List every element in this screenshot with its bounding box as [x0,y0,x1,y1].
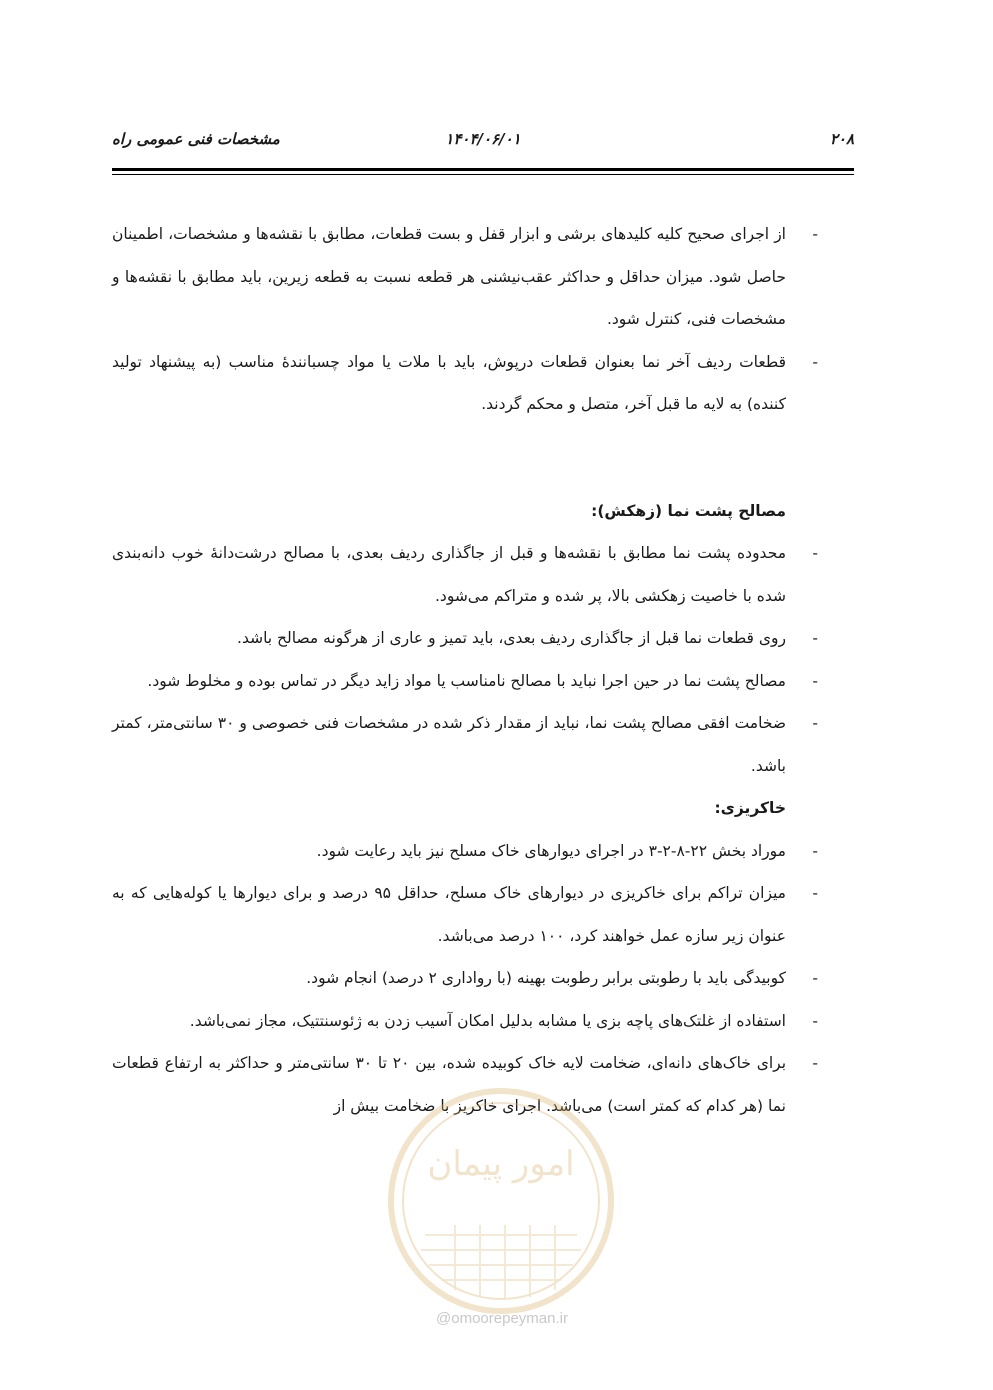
section-heading: خاکریزی: [714,799,786,817]
list-item: - کوبیدگی باید با رطوبتی برابر رطوبت بهینه (با رواداری ۲ درصد) انجام شود. [112,957,854,1000]
watermark-site: @omoorepeyman.ir [436,1310,568,1327]
section-gap [112,426,854,490]
list-item: - میزان تراکم برای خاکریزی در دیوارهای خاک مسلح، حداقل ۹۵ درصد و برای دیوارها یا کوله‌هایی که به عنوان زیر سازه عمل خواهند کرد، ۱۰۰ درصد می‌باشد. [112,872,854,957]
page-header [112,130,854,156]
watermark-logo [385,1085,617,1317]
watermark-logo-text: امور پیمان [427,1144,575,1184]
page-number: ۲۰۸ [829,130,854,148]
list-item: - قطعات ردیف آخر نما بعنوان قطعات درپوش، باید با ملات یا مواد چسبانندهٔ مناسب (به پیشنهاد تولید کننده) به لایه ما قبل آخر، متصل و محکم گردند. [112,341,854,426]
list-item: - از اجرای صحیح کلیه کلیدهای برشی و ابزار قفل و بست قطعات، مطابق با نقشه‌ها و مشخصات، اطمینان حاصل شود. میزان حداقل و حداکثر عقب‌نیشنی هر قطعه نسبت به قطعه زیرین، باید مطابق با نقشه‌ها و مشخصات فنی، کنترل شود. [112,213,854,341]
list-item: - مصالح پشت نما در حین اجرا نباید با مصالح نامناسب یا مواد زاید دیگر در تماس بوده و مخلوط شود. [112,660,854,703]
list-item: - استفاده از غلتک‌های پاچه بزی یا مشابه بدلیل امکان آسیب زدن به ژئوسنتتیک، مجاز نمی‌باشد. [112,1000,854,1043]
section-heading: مصالح پشت نما (زهکش): [591,501,786,520]
page-body [112,213,854,1127]
list-item: - برای خاک‌های دانه‌ای، ضخامت لایه خاک کوبیده شده، بین ۲۰ تا ۳۰ سانتی‌متر و حداکثر به ارتفاع قطعات نما (هر کدام که کمتر است) می‌باشد. اجرای خاکریز با ضخامت بیش از [112,1042,854,1127]
list-item: - محدوده پشت نما مطابق با نقشه‌ها و قبل از جاگذاری ردیف بعدی، با مصالح درشت‌دانهٔ خوب دانه‌بندی شده با خاصیت زهکشی بالا، پر شده و متراکم می‌شود. [112,532,854,617]
list-item: - روی قطعات نما قبل از جاگذاری ردیف بعدی، باید تمیز و عاری از هرگونه مصالح باشد. [112,617,854,660]
header-rule-thin [112,174,854,175]
header-rule-thick [112,168,854,171]
list-item: - ضخامت افقی مصالح پشت نما، نباید از مقدار ذکر شده در مشخصات فنی خصوصی و ۳۰ سانتی‌متر، کمتر باشد. [112,702,854,787]
list-item: - موراد بخش ۲۲-۸-۲-۳ در اجرای دیوارهای خاک مسلح نیز باید رعایت شود. [112,830,854,873]
document-title: مشخصات فنی عمومی راه [112,130,280,148]
document-date: ۱۴۰۴/۰۶/۰۱ [445,130,521,148]
